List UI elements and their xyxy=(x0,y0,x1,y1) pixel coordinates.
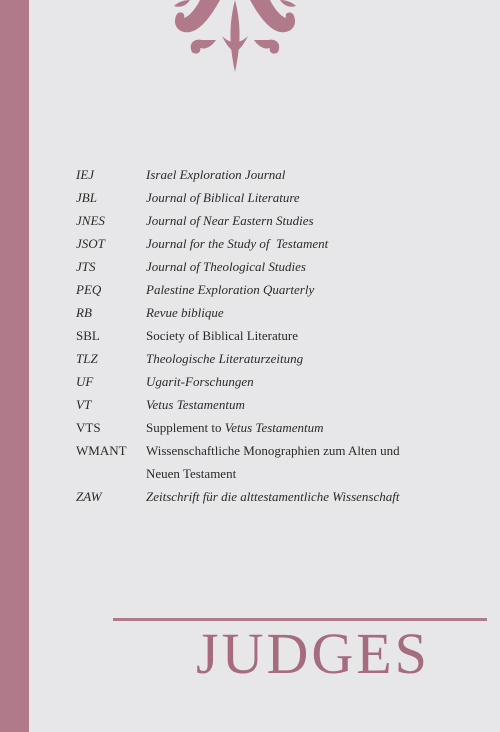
abbreviation-expansion: Ugarit-Forschungen xyxy=(146,374,254,389)
spine-bar xyxy=(0,0,29,732)
abbreviation: SBL xyxy=(76,328,100,343)
abbreviation-expansion: Israel Exploration Journal xyxy=(146,167,286,182)
list-item xyxy=(76,416,476,439)
abbreviation: JSOT xyxy=(76,236,105,251)
abbreviation: JBL xyxy=(76,190,97,205)
list-item xyxy=(76,485,476,508)
abbreviation: VT xyxy=(76,397,92,412)
abbreviation-expansion xyxy=(146,416,476,439)
abbreviation-expansion xyxy=(146,439,476,485)
abbreviation-expansion: Theologische Literaturzeitung xyxy=(146,351,304,366)
expansion-prefix: Supplement to xyxy=(146,420,225,435)
abbreviation: WMANT xyxy=(76,443,127,458)
expansion-line-1: Wissenschaftliche Monographien zum Alten und xyxy=(146,443,400,458)
list-item xyxy=(76,370,476,393)
list-item xyxy=(76,209,476,232)
list-item xyxy=(76,163,476,186)
fleur-de-lis-ornament-icon xyxy=(160,0,310,80)
list-item xyxy=(76,278,476,301)
abbreviation: JNES xyxy=(76,213,105,228)
abbreviation: PEQ xyxy=(76,282,102,297)
abbreviation: IEJ xyxy=(76,167,95,182)
abbreviation: JTS xyxy=(76,259,96,274)
abbreviation: TLZ xyxy=(76,351,98,366)
list-item xyxy=(76,439,476,485)
list-item xyxy=(76,393,476,416)
abbreviation: ZAW xyxy=(76,489,102,504)
abbreviation-expansion: Journal of Theological Studies xyxy=(146,259,306,274)
abbreviation: VTS xyxy=(76,420,101,435)
abbreviation-expansion: Journal of Biblical Literature xyxy=(146,190,300,205)
abbreviation-expansion: Journal for the Study of Testament xyxy=(146,236,329,251)
abbreviations-list xyxy=(76,163,476,508)
abbreviation-expansion: Revue biblique xyxy=(146,305,224,320)
expansion-line-2: Neuen Testament xyxy=(146,466,237,481)
list-item xyxy=(76,347,476,370)
list-item xyxy=(76,301,476,324)
abbreviation-expansion: Vetus Testamentum xyxy=(146,397,245,412)
list-item xyxy=(76,186,476,209)
abbreviation: UF xyxy=(76,374,94,389)
book-title: JUDGES xyxy=(196,621,430,686)
abbreviation-expansion: Society of Biblical Literature xyxy=(146,328,298,343)
abbreviation: RB xyxy=(76,305,92,320)
abbreviation-expansion: Palestine Exploration Quarterly xyxy=(146,282,315,297)
list-item xyxy=(76,255,476,278)
list-item xyxy=(76,324,476,347)
abbreviation-expansion: Zeitschrift für die alttestamentliche Wissenschaft xyxy=(146,489,400,504)
abbreviation-expansion: Journal of Near Eastern Studies xyxy=(146,213,314,228)
list-item xyxy=(76,232,476,255)
expansion-title: Vetus Testamentum xyxy=(224,420,324,435)
